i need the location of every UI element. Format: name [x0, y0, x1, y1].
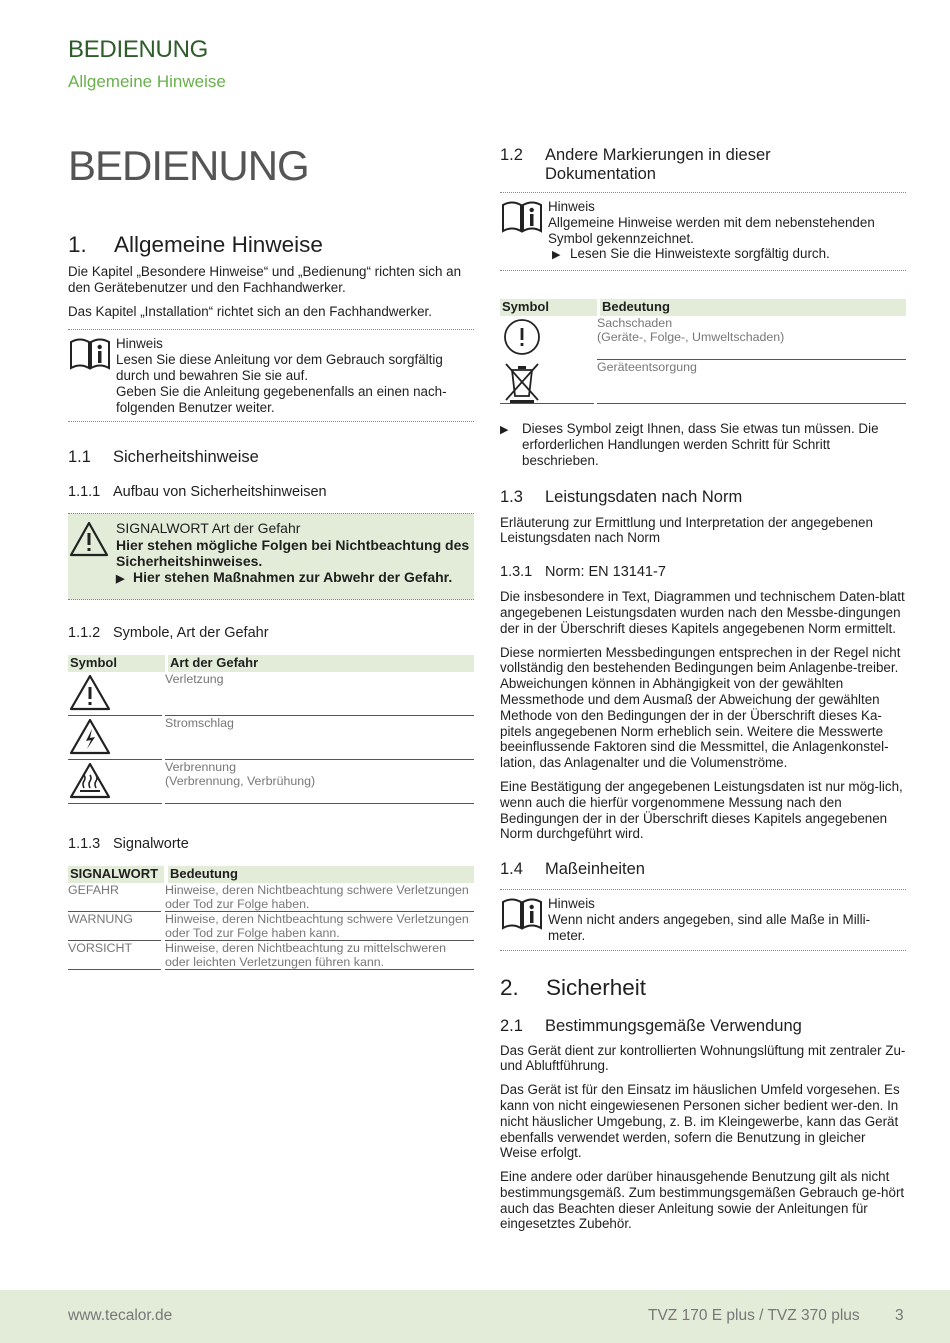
marking-table [500, 299, 906, 404]
table-row [68, 941, 474, 970]
note-box [68, 330, 474, 422]
table-header: Art der Gefahr [168, 655, 474, 672]
heading-2 [500, 488, 906, 507]
table-header: SIGNALWORT [68, 866, 164, 883]
heading-1 [500, 975, 906, 1001]
chapter-title: BEDIENUNG [68, 142, 309, 189]
book-info-icon [500, 896, 548, 943]
warning-text: Hier stehen mögliche Folgen bei Nichtbeachtung des Sicherheitshinweises. [116, 536, 470, 569]
heading-text: Allgemeine Hinweise [114, 232, 323, 257]
arrow-right-icon: ▶ [500, 424, 509, 437]
table-cell: Hinweise, deren Nichtbeachtung schwere Verletzungen oder Tod zur Folge haben. [165, 883, 474, 912]
warning-action-text: Hier stehen Maßnahmen zur Abwehr der Gefahr. [133, 568, 453, 585]
paragraph: Das Gerät dient zur kontrollierten Wohnungslüftung mit zentraler Zu- und Abluftführung. [500, 1042, 906, 1074]
crossed-bin-icon [500, 360, 594, 404]
heading-text: Norm: EN 13141-7 [545, 564, 666, 581]
footer-url[interactable]: www.tecalor.de [68, 1307, 173, 1324]
table-row [68, 716, 474, 760]
heading-2 [500, 860, 906, 879]
table-cell: Hinweise, deren Nichtbeachtung zu mittelschweren oder leichten Verletzungen führen kann. [165, 941, 474, 970]
page-number: 3 [895, 1307, 904, 1324]
heading-2 [500, 146, 906, 184]
heading-text: Maßeinheiten [545, 860, 645, 879]
heading-3 [500, 564, 906, 580]
table-cell: Sachschaden (Geräte-, Folge-, Umweltschaden) [597, 316, 906, 360]
heading-number: 1.2 [500, 146, 523, 164]
table-row [68, 912, 474, 941]
table-cell: GEFAHR [68, 883, 161, 912]
heading-number: 1.3 [500, 487, 523, 506]
paragraph: Die insbesondere in Text, Diagrammen und technischem Daten-blatt angegebenen Leistungsdaten wurden nach den Messbe-dingungen der in der Überschrift dieses Kapitels angegebenen Norm ermittelt. [500, 589, 905, 636]
heading-number: 2. [500, 974, 519, 1000]
heading-text: Andere Markierungen in dieser Dokumentation [545, 146, 771, 183]
table-row [68, 672, 474, 716]
table-cell: Verbrennung (Verbrennung, Verbrühung) [165, 760, 474, 804]
heading-3 [68, 625, 474, 641]
heading-text: Leistungsdaten nach Norm [545, 487, 743, 506]
table-header: Symbol [500, 299, 597, 316]
warning-action [116, 569, 474, 587]
heading-2 [68, 448, 474, 467]
symbol-table [68, 655, 474, 804]
heading-text: Sicherheitshinweise [113, 448, 259, 467]
heading-number: 1.4 [500, 860, 523, 879]
table-cell: Stromschlag [165, 716, 474, 760]
exclamation-circle-icon [500, 316, 594, 360]
hot-surface-icon [68, 760, 162, 804]
note-title: Hinweis [548, 199, 595, 214]
note-box [500, 890, 906, 950]
heading-text: Sicherheit [546, 974, 647, 1000]
note-text: Allgemeine Hinweise werden mit dem nebenstehenden Symbol gekennzeichnet. [548, 214, 875, 246]
paragraph: Das Gerät ist für den Einsatz im häuslichen Umfeld vorgesehen. Es kann von nicht eingewiesenen Personen sicher bedient wer-den. In nicht häuslicher Umgebung, z. B. im Kleingewerbe, kann das Gerät ebenfalls verwendet werden, sofern die Benutzung in gleicher Weise erfolgt. [500, 1082, 900, 1161]
heading-2 [500, 1017, 906, 1036]
table-header: Bedeutung [168, 866, 474, 883]
heading-number: 2.1 [500, 1016, 523, 1035]
warning-title: SIGNALWORT Art der Gefahr [116, 520, 301, 537]
note-action [548, 246, 906, 264]
signal-word-table [68, 866, 474, 970]
table-cell: Hinweise, deren Nichtbeachtung schwere Verletzungen oder Tod zur Folge haben kann. [165, 912, 474, 941]
heading-text: Signalworte [113, 836, 189, 853]
heading-text: Bestimmungsgemäße Verwendung [545, 1016, 802, 1035]
heading-number: 1.1 [68, 448, 91, 467]
left-column [68, 140, 474, 970]
table-cell: VORSICHT [68, 941, 161, 970]
paragraph: Erläuterung zur Ermittlung und Interpretation der angegebenen Leistungsdaten nach Norm [500, 514, 873, 546]
table-row [500, 360, 906, 404]
table-cell: WARNUNG [68, 912, 161, 941]
heading-number: 1.1.3 [68, 836, 101, 853]
heading-number: 1.3.1 [500, 564, 533, 581]
arrow-right-icon: ▶ [116, 572, 125, 585]
heading-3 [68, 484, 474, 500]
footer-model: TVZ 170 E plus / TVZ 370 plus [648, 1307, 860, 1324]
heading-number: 1. [68, 232, 87, 257]
heading-3 [68, 836, 474, 852]
note-title: Hinweis [116, 336, 163, 352]
table-row [68, 883, 474, 912]
paragraph: Die Kapitel „Besondere Hinweise“ und „Bedienung“ richten sich an den Gerätebenutzer und den Fachhandwerker. [68, 264, 462, 295]
paragraph: Diese normierten Messbedingungen entsprechen in der Regel nicht vollständig den bestehenden Bedingungen beim Anlagenbe-treiber. Abweichungen können in Abhängigkeit von der gewählten Messmethode und dem Ausmaß der Abweichung der gewählten Methode von den Bedingungen der in der Überschrift dieses Ka-pitels angegebenen Norm erheblich sein. Weitere die Messwerte beeinflussende Faktoren sind die Messmittel, die Anlagenkonstel-lation, das Anlagenalter und die Volumenströme. [500, 644, 901, 771]
paragraph: Eine andere oder darüber hinausgehende Benutzung gilt als nicht bestimmungsgemäß. Zum bestimmungsgemäßen Gebrauch ge-hört auch das Beachten dieser Anleitung sowie der Anleitungen für eingesetztes Zubehör. [500, 1169, 905, 1232]
book-info-icon [500, 199, 548, 264]
note-text: Lesen Sie diese Anleitung vor dem Gebrauch sorgfältig durch und bewahren Sie sie auf. [116, 352, 443, 383]
table-header: Symbol [68, 655, 165, 672]
heading-number: 1.1.1 [68, 484, 101, 501]
table-header: Bedeutung [600, 299, 906, 316]
table-cell: Geräteentsorgung [597, 360, 906, 404]
warning-triangle-icon [68, 520, 116, 587]
paragraph: Dieses Symbol zeigt Ihnen, dass Sie etwas tun müssen. Die erforderlichen Handlungen werden Schritt für Schritt beschrieben. [522, 421, 879, 468]
heading-1 [68, 232, 474, 258]
right-column [500, 140, 906, 1238]
table-row [68, 760, 474, 804]
table-row [500, 316, 906, 360]
book-info-icon [68, 336, 116, 415]
warning-box [68, 513, 474, 600]
paragraph: Das Kapitel „Installation“ richtet sich an den Fachhandwerker. [68, 303, 432, 319]
note-text: Geben Sie die Anleitung gegebenenfalls an einen nach-folgenden Benutzer weiter. [116, 383, 447, 415]
heading-text: Symbole, Art der Gefahr [113, 625, 269, 642]
note-action-text: Lesen Sie die Hinweistexte sorgfältig durch. [570, 246, 830, 262]
running-header-section: BEDIENUNG [68, 36, 208, 63]
running-header-subsection: Allgemeine Hinweise [68, 72, 226, 91]
paragraph: Eine Bestätigung der angegebenen Leistungsdaten ist nur mög-lich, wenn auch die hierfür vorgenommene Messung nach den Bedingungen der in der Überschrift dieses Kapitels angegebenen Norm durchgeführt wird. [500, 778, 903, 842]
electric-shock-icon [68, 716, 162, 760]
table-cell: Verletzung [165, 672, 474, 716]
heading-text: Aufbau von Sicherheitshinweisen [113, 484, 327, 501]
note-title: Hinweis [548, 896, 595, 912]
heading-number: 1.1.2 [68, 625, 101, 642]
warning-triangle-icon [68, 672, 162, 716]
page-footer [0, 1290, 950, 1343]
note-box [500, 193, 906, 271]
note-text: Wenn nicht anders angegeben, sind alle Maße in Milli-meter. [548, 911, 871, 943]
arrow-right-icon: ▶ [552, 249, 561, 262]
action-note [500, 421, 906, 468]
